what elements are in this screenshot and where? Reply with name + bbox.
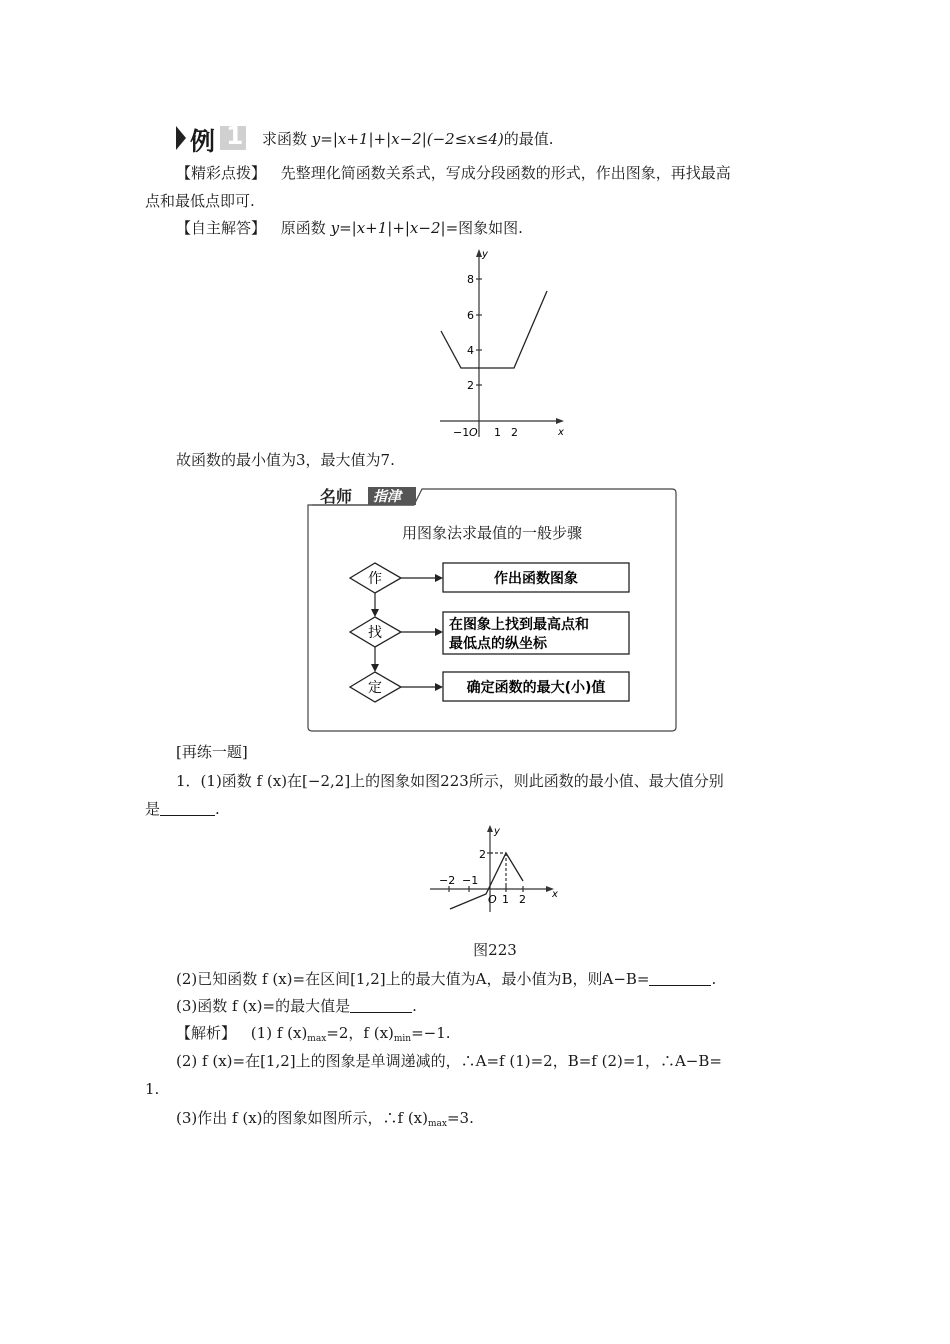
example-badge-char: 例 xyxy=(190,127,216,156)
question-suffix: 的最值. xyxy=(503,130,554,148)
graph1-x-tick-neg1: −1 xyxy=(453,426,470,439)
a1-max-sub: max xyxy=(307,1034,327,1044)
tip-tag-left: 名师 xyxy=(320,487,353,506)
q2-answer-blank xyxy=(649,971,711,986)
practice-q1-line1: 1．(1)函数 f (x)在[−2,2]上的图象如图223所示，则此函数的最小值、最大值分别 xyxy=(176,772,724,790)
graph2-x-tick-2: 2 xyxy=(519,893,526,906)
flow-desc-2b: 最低点的纵坐标 xyxy=(449,636,547,652)
graph2-y-label: y xyxy=(494,826,500,837)
flow-desc-1: 作出函数图象 xyxy=(494,571,578,587)
graph1-y-tick-4: 4 xyxy=(467,344,474,357)
solution-line xyxy=(176,217,523,239)
analysis-a1 xyxy=(176,1022,451,1050)
analysis-label: 【解析】 xyxy=(176,1024,237,1042)
a1-min-sub: min xyxy=(393,1034,412,1044)
practice-header: [再练一题] xyxy=(176,743,248,761)
tip-flowchart xyxy=(345,560,635,710)
example-question xyxy=(262,128,554,150)
analysis-a2-line1: (2) f (x)=在[1,2]上的图象是单调递减的，∴A=f (1)=2，B=f (2)=1，∴A−B= xyxy=(176,1052,722,1070)
analysis-a2-line2: 1. xyxy=(145,1080,160,1098)
a3-max-sub: max xyxy=(427,1119,447,1129)
solution-suffix: =图象如图. xyxy=(445,219,523,237)
q2-suffix: . xyxy=(711,970,717,988)
hint-text-1: 先整理化简函数关系式，写成分段函数的形式，作出图象，再找最高 xyxy=(280,164,731,182)
graph1-y-tick-8: 8 xyxy=(467,273,474,286)
flow-desc-2a: 在图象上找到最高点和 xyxy=(449,617,589,633)
a3-prefix: (3)作出 f (x)的图象如图所示，∴f (x) xyxy=(176,1109,428,1127)
graph2-x-tick-1: 1 xyxy=(502,893,509,906)
solution-label: 【自主解答】 xyxy=(176,219,267,237)
q1-answer-blank xyxy=(160,801,215,816)
example-badge-number: 1 xyxy=(226,121,244,150)
q3-suffix: . xyxy=(412,997,417,1015)
graph-1 xyxy=(420,245,580,445)
example-badge xyxy=(176,121,248,156)
practice-q2 xyxy=(176,968,716,990)
conclusion: 故函数的最小值为3，最大值为7. xyxy=(176,451,395,469)
graph2-y-tick-2: 2 xyxy=(479,848,486,861)
question-formula: y=|x+1|+|x−2|(−2≤x≤4) xyxy=(311,130,504,148)
solution-formula: y=|x+1|+|x−2| xyxy=(330,219,446,237)
tip-tag-right: 指津 xyxy=(373,489,401,505)
graph2-curve xyxy=(450,853,523,909)
question-prefix: 求函数 xyxy=(262,130,308,148)
graph2-origin-label: O xyxy=(488,893,497,906)
graph1-origin-label: O xyxy=(469,426,478,439)
q1-prefix: 是 xyxy=(145,800,161,818)
q3-answer-blank xyxy=(350,998,412,1013)
graph2-x-label: x xyxy=(552,889,558,900)
practice-q3 xyxy=(176,995,417,1017)
flow-key-zhao: 找 xyxy=(368,625,382,641)
hint-line-2: 点和最低点即可. xyxy=(145,192,255,210)
q1-suffix: . xyxy=(215,800,220,818)
figure-caption: 图223 xyxy=(473,941,517,959)
hint-line-1 xyxy=(176,162,731,184)
solution-prefix: 原函数 xyxy=(280,219,326,237)
flow-key-zuo: 作 xyxy=(368,571,382,587)
flow-key-ding: 定 xyxy=(368,680,382,696)
a1-mid: =2，f (x) xyxy=(326,1024,394,1042)
q3-text: (3)函数 f (x)=的最大值是 xyxy=(176,997,351,1015)
graph1-x-tick-1: 1 xyxy=(494,426,501,439)
graph1-y-tick-2: 2 xyxy=(467,379,474,392)
graph1-x-label: x xyxy=(558,427,564,438)
graph1-y-tick-6: 6 xyxy=(467,309,474,322)
hint-label: 【精彩点拨】 xyxy=(176,164,267,182)
graph2-x-tick-neg2: −2 xyxy=(439,874,456,887)
tip-title: 用图象法求最值的一般步骤 xyxy=(401,524,582,542)
a1-suffix: =−1. xyxy=(411,1024,451,1042)
graph1-curve xyxy=(441,291,547,368)
practice-q1-line2 xyxy=(145,798,220,820)
flow-desc-3: 确定函数的最大(小)值 xyxy=(466,680,606,696)
a3-suffix: =3. xyxy=(446,1109,474,1127)
graph2-x-tick-neg1: −1 xyxy=(462,874,479,887)
graph1-y-label: y xyxy=(482,249,488,260)
graph1-x-tick-2: 2 xyxy=(511,426,518,439)
analysis-a3 xyxy=(176,1107,474,1135)
q2-text: (2)已知函数 f (x)=在区间[1,2]上的最大值为A，最小值为B，则A−B= xyxy=(176,970,650,988)
a1-prefix: (1) f (x) xyxy=(250,1024,308,1042)
graph-2 xyxy=(425,822,565,914)
